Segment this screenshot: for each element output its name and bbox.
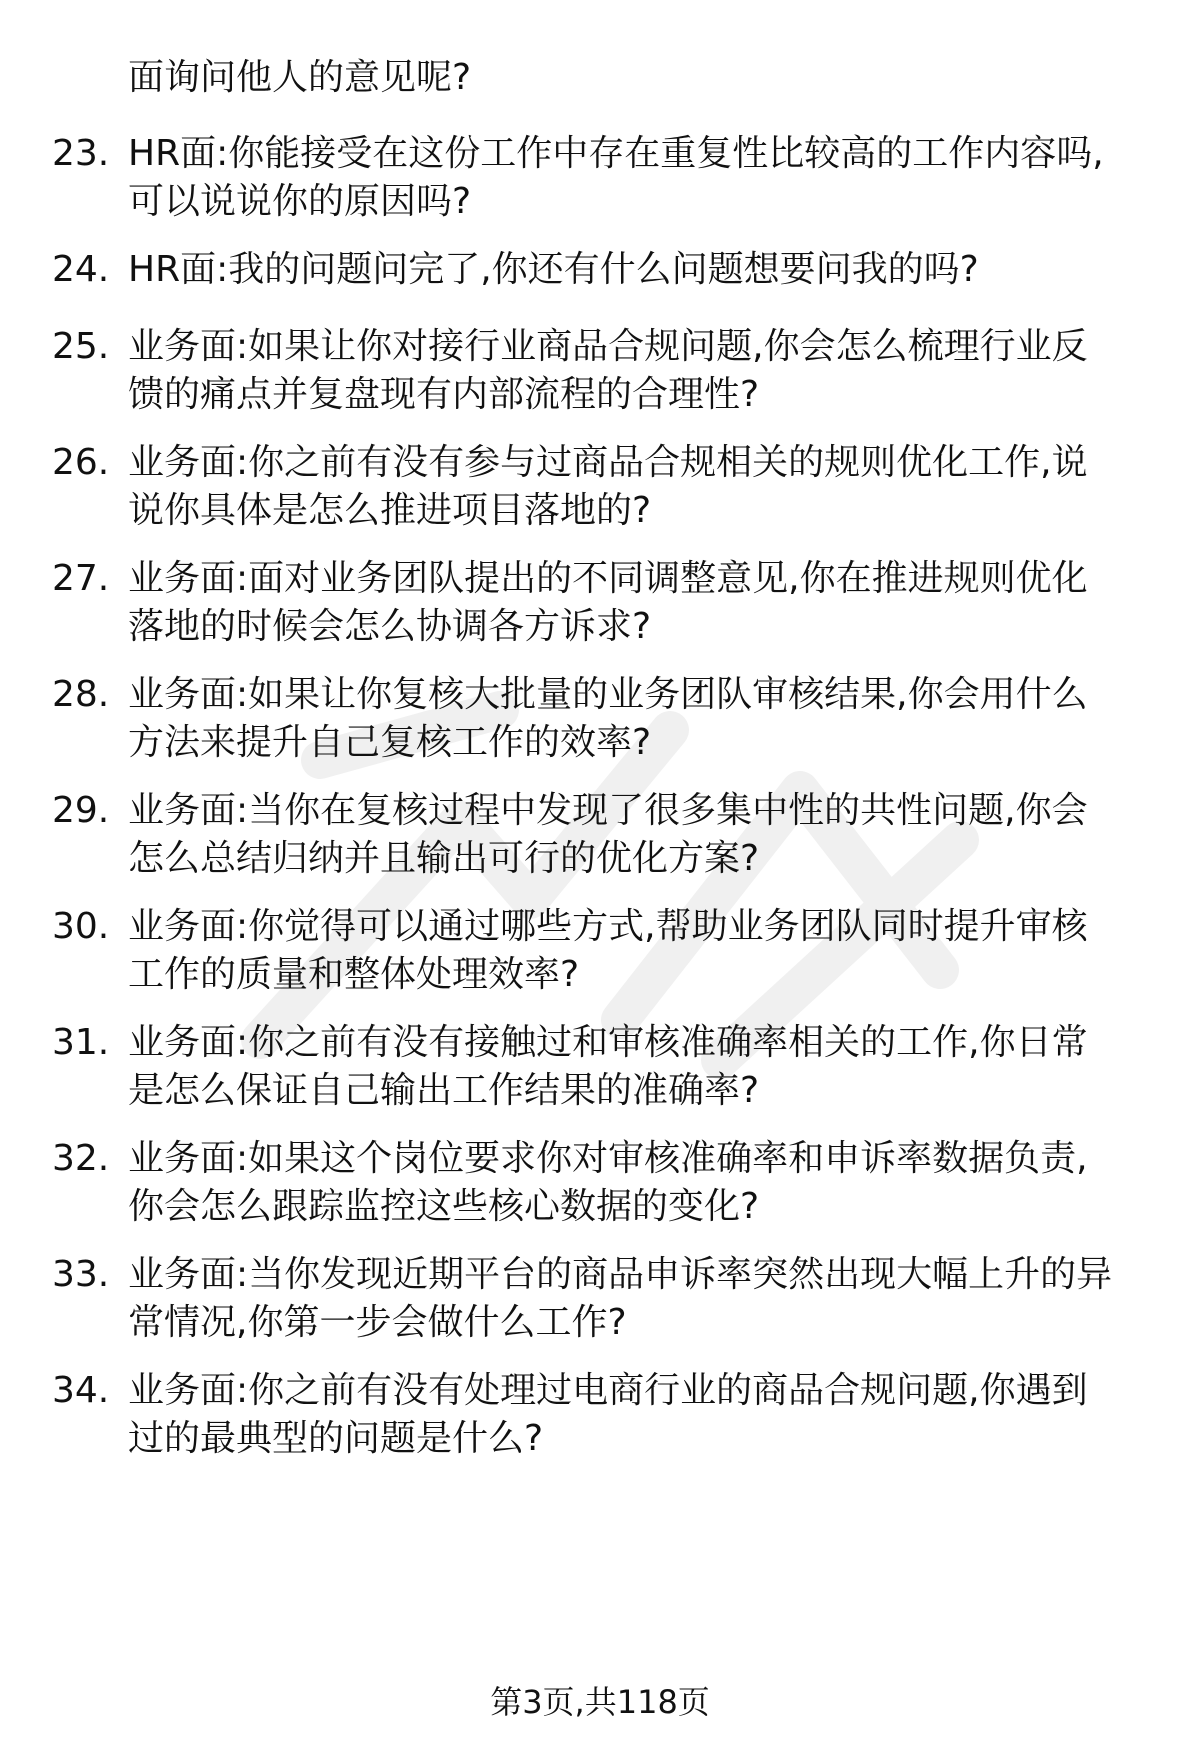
question-line: 方法来提升自己复核工作的效率? — [128, 722, 652, 763]
question-line: 馈的痛点并复盘现有内部流程的合理性? — [128, 374, 760, 415]
question-line: 说你具体是怎么推进项目落地的? — [128, 490, 652, 531]
question-number: 34. — [52, 1370, 110, 1411]
question-number: 27. — [52, 558, 110, 599]
question-line: 业务面:如果让你对接行业商品合规问题,你会怎么梳理行业反 — [128, 326, 1088, 367]
question-line: 是怎么保证自己输出工作结果的准确率? — [128, 1070, 760, 1111]
question-text — [128, 671, 1138, 767]
question-text — [128, 787, 1138, 883]
question-number: 30. — [52, 906, 110, 947]
question-text — [128, 555, 1138, 651]
question-number: 28. — [52, 674, 110, 715]
question-number: 25. — [52, 326, 110, 367]
question-text — [128, 323, 1138, 419]
question-line: 落地的时候会怎么协调各方诉求? — [128, 606, 652, 647]
question-line: 业务面:如果这个岗位要求你对审核准确率和申诉率数据负责, — [128, 1138, 1088, 1179]
question-line: 业务面:你之前有没有参与过商品合规相关的规则优化工作,说 — [128, 442, 1088, 483]
question-number: 26. — [52, 442, 110, 483]
question-number: 33. — [52, 1254, 110, 1295]
question-line: 常情况,你第一步会做什么工作? — [128, 1302, 627, 1343]
question-text — [128, 1251, 1138, 1347]
question-line: 业务面:当你发现近期平台的商品申诉率突然出现大幅上升的异 — [128, 1254, 1113, 1295]
continuation-line: 面询问他人的意见呢? — [128, 57, 472, 98]
question-text — [128, 1367, 1138, 1463]
question-text — [128, 1019, 1138, 1115]
question-line: 业务面:你之前有没有处理过电商行业的商品合规问题,你遇到 — [128, 1370, 1088, 1411]
question-line: 你会怎么跟踪监控这些核心数据的变化? — [128, 1186, 760, 1227]
question-line: 可以说说你的原因吗? — [128, 181, 472, 222]
question-text — [128, 903, 1138, 999]
question-line: HR面:我的问题问完了,你还有什么问题想要问我的吗? — [128, 249, 979, 290]
page-footer: 第3页,共118页 — [490, 1683, 710, 1721]
question-line: 业务面:面对业务团队提出的不同调整意见,你在推进规则优化 — [128, 558, 1088, 599]
question-number: 32. — [52, 1138, 110, 1179]
question-number: 23. — [52, 133, 110, 174]
question-line: 业务面:当你在复核过程中发现了很多集中性的共性问题,你会 — [128, 790, 1088, 831]
question-number: 31. — [52, 1022, 110, 1063]
question-text — [128, 1135, 1138, 1231]
question-line: HR面:你能接受在这份工作中存在重复性比较高的工作内容吗, — [128, 133, 1104, 174]
question-line: 业务面:如果让你复核大批量的业务团队审核结果,你会用什么 — [128, 674, 1088, 715]
question-text — [128, 246, 1138, 294]
question-line: 工作的质量和整体处理效率? — [128, 954, 580, 995]
question-number: 29. — [52, 790, 110, 831]
question-line: 业务面:你之前有没有接触过和审核准确率相关的工作,你日常 — [128, 1022, 1088, 1063]
question-number: 24. — [52, 249, 110, 290]
question-line: 怎么总结归纳并且输出可行的优化方案? — [128, 838, 760, 879]
question-text — [128, 439, 1138, 535]
question-line: 过的最典型的问题是什么? — [128, 1418, 544, 1459]
question-text — [128, 130, 1138, 226]
question-line: 业务面:你觉得可以通过哪些方式,帮助业务团队同时提升审核 — [128, 906, 1088, 947]
